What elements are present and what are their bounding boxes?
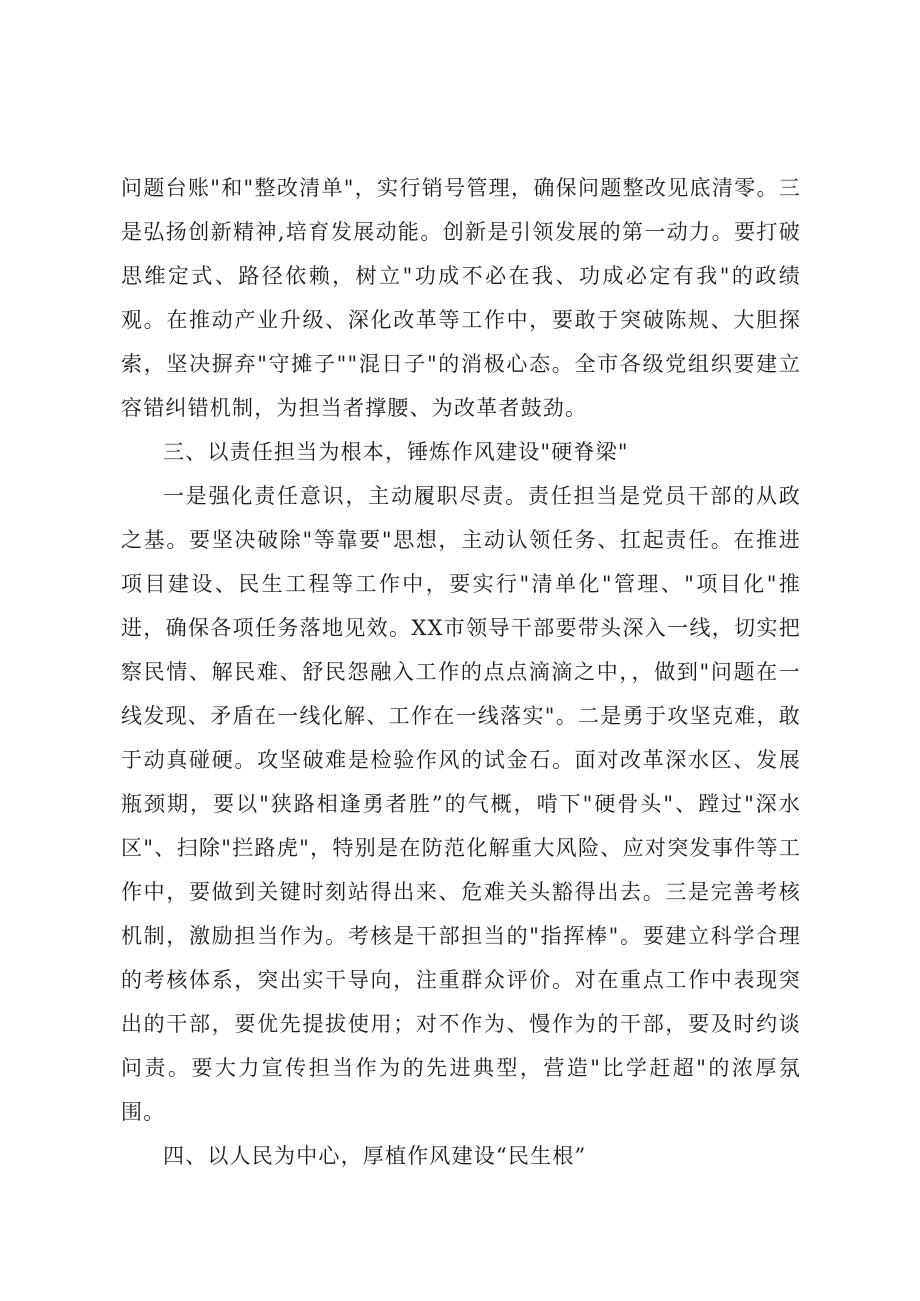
document-body: [121, 166, 801, 1178]
section-heading-three: 三、以责任担当为根本，锤炼作风建设"硬脊梁": [163, 440, 629, 464]
paragraph-section-three: 一是强化责任意识，主动履职尽责。责任担当是党员干部的从政之基。要坚决破除"等靠要"思想，主动认领任务、扛起责任。在推进项目建设、民生工程等工作中，要实行"清单化"管理、"项目化"推进，确保各项任务落地见效。XX市领导干部要带头深入一线，切实把察民情、解民难、舒民怨融入工作的点点滴滴之中，，做到"问题在一线发现、矛盾在一线化解、工作在一线落实"。二是勇于攻坚克难，敢于动真碰硬。攻坚破难是检验作风的试金石。面对改革深水区、发展瓶颈期，要以"狭路相逢勇者胜”的气概，啃下"硬骨头"、蹚过"深水区"、扫除"拦路虎"，特别是在防范化解重大风险、应对突发事件等工作中，要做到关键时刻站得出来、危难关头豁得出去。三是完善考核机制，激励担当作为。考核是干部担当的"指挥棒"。要建立科学合理的考核体系，突出实干导向，注重群众评价。对在重点工作中表现突出的干部，要优先提拔使用；对不作为、慢作为的干部，要及时约谈问责。要大力宣传担当作为的先进典型，营造"比学赶超"的浓厚氛围。: [121, 484, 801, 1124]
section-heading-four: 四、以人民为中心，厚植作风建设“民生根”: [163, 1144, 587, 1168]
paragraph-continuation: 问题台账"和"整改清单"，实行销号管理，确保问题整改见底清零。三是弘扬创新精神,培育发展动能。创新是引领发展的第一动力。要打破思维定式、路径依赖，树立"功成不必在我、功成必定有我"的政绩观。在推动产业升级、深化改革等工作中，要敢于突破陈规、大胆探索，坚决摒弃"守摊子""混日子"的消极心态。全市各级党组织要建立容错纠错机制，为担当者撑腰、为改革者鼓劲。: [121, 176, 801, 420]
